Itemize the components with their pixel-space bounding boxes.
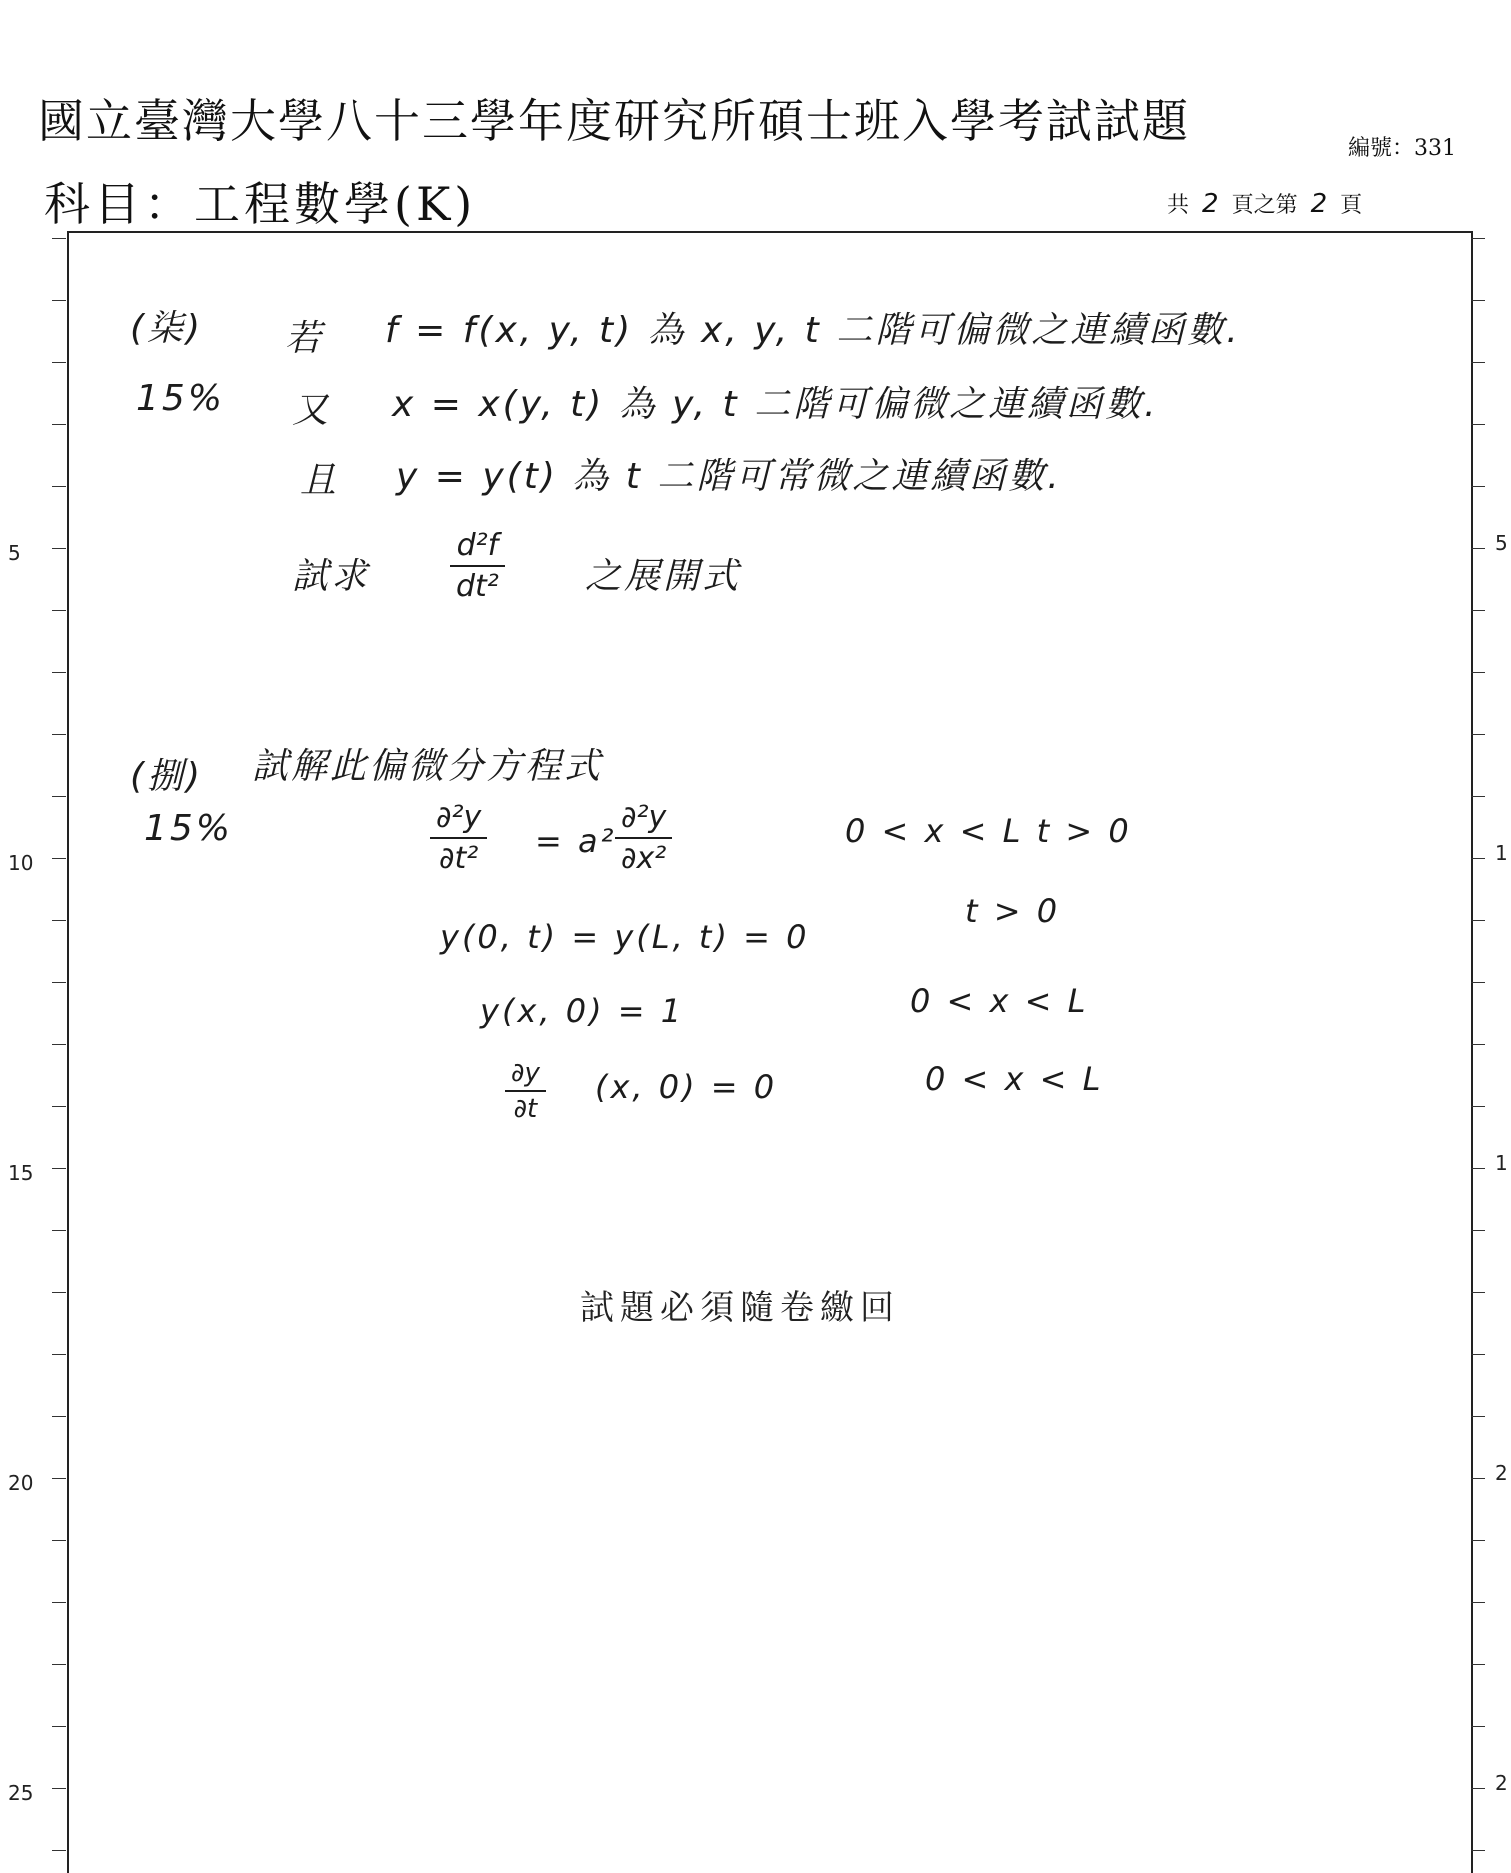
ruler-tick: [1471, 1292, 1485, 1293]
pde-equals: = a²: [535, 822, 617, 860]
right-line-number: 2: [1495, 1771, 1508, 1795]
fraction-bar: [615, 837, 672, 839]
ruler-tick: [52, 238, 66, 239]
initial-condition-2-fraction: [505, 1058, 546, 1124]
page-prefix: 共: [1167, 193, 1190, 218]
right-ruler: [1469, 0, 1509, 1851]
ruler-tick: [1471, 672, 1485, 673]
ruler-tick: [1471, 1726, 1485, 1727]
fraction-numerator: ∂²y: [621, 800, 667, 835]
page-total: 2: [1202, 189, 1219, 219]
ruler-tick: [52, 1602, 66, 1603]
exam-title: 國立臺灣大學八十三學年度研究所碩士班入學考試試題: [38, 94, 1190, 148]
fraction-bar: [450, 565, 505, 567]
problem7-line2: x = x(y, t) 為 y, t 二階可偏微之連續函數.: [392, 384, 1159, 425]
ruler-tick: [1471, 1416, 1485, 1417]
problem7-line2-prefix: 又: [292, 390, 332, 431]
ruler-tick: [1471, 548, 1485, 549]
page-mid: 頁之第: [1231, 193, 1298, 218]
ruler-tick: [1471, 362, 1485, 363]
ruler-tick: [52, 1354, 66, 1355]
problem7-ask-suffix: 之展開式: [585, 556, 742, 597]
ruler-tick: [1471, 1478, 1485, 1479]
fraction-denominator: dt²: [456, 569, 499, 604]
ruler-tick: [52, 300, 66, 301]
ruler-tick: [52, 1726, 66, 1727]
ruler-tick: [52, 920, 66, 921]
boundary-condition: y(0, t) = y(L, t) = 0: [440, 918, 810, 956]
ruler-tick: [52, 1664, 66, 1665]
ruler-tick: [52, 1540, 66, 1541]
ruler-tick: [1471, 610, 1485, 611]
ruler-tick: [1471, 982, 1485, 983]
initial-condition-2: (x, 0) = 0: [595, 1068, 778, 1106]
ruler-tick: [52, 734, 66, 735]
ruler-tick: [1471, 486, 1485, 487]
problem7-line1-prefix: 若: [285, 318, 325, 359]
ruler-tick: [52, 424, 66, 425]
ruler-tick: [1471, 1602, 1485, 1603]
fraction-denominator: ∂x²: [621, 841, 667, 876]
left-line-number-25: 25: [8, 1781, 34, 1805]
pde-lhs-fraction: [430, 800, 487, 876]
ruler-tick: [52, 610, 66, 611]
pde-rhs-fraction: [615, 800, 672, 876]
problem7-line1: f = f(x, y, t) 為 x, y, t 二階可偏微之連續函數.: [385, 310, 1241, 351]
initial-condition-1: y(x, 0) = 1: [480, 992, 685, 1030]
ruler-tick: [52, 548, 66, 549]
right-line-number: 1: [1495, 1151, 1508, 1175]
ruler-tick: [52, 982, 66, 983]
left-ruler: [40, 0, 80, 1851]
ruler-tick: [52, 1292, 66, 1293]
problem8-label: (捌): [130, 756, 204, 797]
ruler-tick: [1471, 920, 1485, 921]
ruler-tick: [52, 1416, 66, 1417]
problem7-line3: y = y(t) 為 t 二階可常微之連續函數.: [396, 456, 1062, 497]
problem8-points: 15%: [144, 808, 234, 849]
ruler-tick: [52, 362, 66, 363]
ruler-tick: [1471, 734, 1485, 735]
fraction-numerator: d²f: [456, 528, 499, 563]
problem7-fraction: [450, 528, 505, 604]
ruler-tick: [1471, 1540, 1485, 1541]
ruler-tick: [1471, 1044, 1485, 1045]
ruler-tick: [52, 1788, 66, 1789]
ruler-tick: [1471, 858, 1485, 859]
fraction-bar: [505, 1090, 546, 1092]
page-current: 2: [1310, 189, 1328, 219]
return-notice: 試題必須隨卷繳回: [580, 1288, 900, 1328]
ruler-tick: [1471, 1664, 1485, 1665]
problem7-line3-prefix: 且: [300, 460, 340, 501]
initial-condition-1-range: 0 < x < L: [910, 982, 1089, 1020]
ruler-tick: [1471, 1168, 1485, 1169]
ruler-tick: [52, 1168, 66, 1169]
page-indicator: [1167, 188, 1362, 219]
ruler-tick: [52, 1044, 66, 1045]
right-line-number: 1: [1495, 841, 1508, 865]
ruler-tick: [1471, 1230, 1485, 1231]
ruler-tick: [52, 1478, 66, 1479]
ruler-tick: [52, 672, 66, 673]
ruler-tick: [52, 486, 66, 487]
ruler-tick: [1471, 300, 1485, 301]
problem7-points: 15%: [136, 378, 226, 419]
ruler-tick: [52, 1106, 66, 1107]
fraction-numerator: ∂y: [511, 1058, 540, 1088]
ruler-tick: [52, 858, 66, 859]
left-line-number-5: 5: [8, 541, 21, 565]
fraction-denominator: ∂t²: [438, 841, 479, 876]
ruler-tick: [1471, 1106, 1485, 1107]
right-line-number: 5: [1495, 531, 1508, 555]
problem7-label: (柒): [130, 308, 204, 349]
problem8-statement: 試解此偏微分方程式: [252, 746, 604, 787]
ruler-tick: [1471, 796, 1485, 797]
page-suffix: 頁: [1340, 193, 1363, 218]
ruler-tick: [52, 1230, 66, 1231]
initial-condition-2-range: 0 < x < L: [925, 1060, 1104, 1098]
pde-domain: 0 < x < L t > 0: [845, 812, 1132, 850]
boundary-condition-range: t > 0: [965, 892, 1061, 930]
subject-line: 科目：工程數學(K): [44, 177, 477, 231]
problem7-ask-prefix: 試求: [292, 556, 371, 597]
fraction-bar: [430, 837, 487, 839]
fraction-numerator: ∂²y: [436, 800, 482, 835]
left-line-number-15: 15: [8, 1161, 34, 1185]
right-line-number: 2: [1495, 1461, 1508, 1485]
ruler-tick: [1471, 238, 1485, 239]
ruler-tick: [1471, 1788, 1485, 1789]
left-line-number-20: 20: [8, 1471, 34, 1495]
ruler-tick: [52, 796, 66, 797]
ruler-tick: [1471, 1354, 1485, 1355]
exam-code: 編號：331: [1348, 136, 1456, 161]
left-line-number-10: 10: [8, 851, 34, 875]
ruler-tick: [1471, 424, 1485, 425]
fraction-denominator: ∂t: [513, 1094, 538, 1124]
